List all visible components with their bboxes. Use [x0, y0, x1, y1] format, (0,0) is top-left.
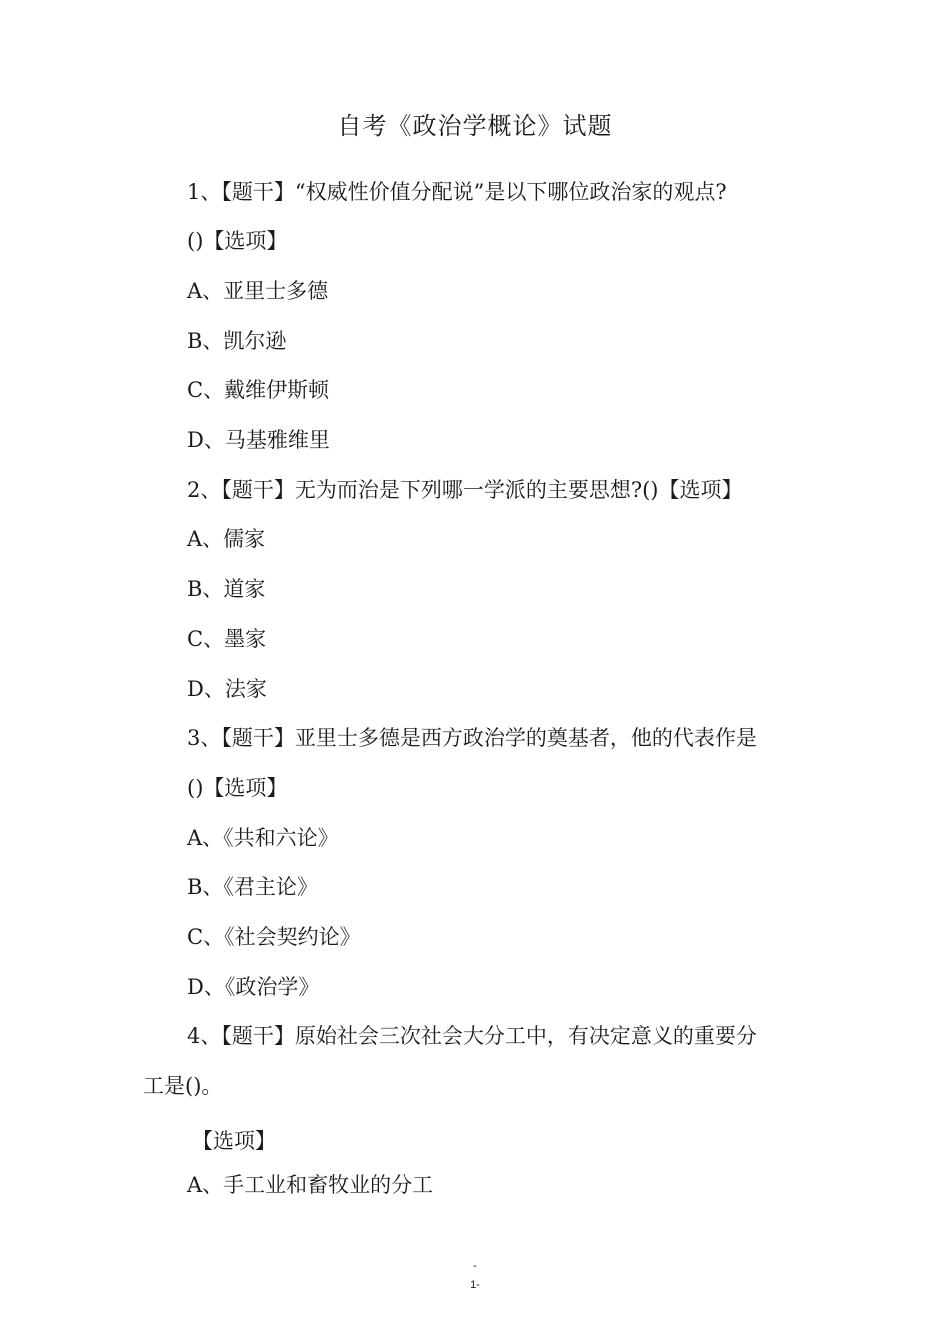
- question-1-stem: 1、【题干】“权威性价值分配说”是以下哪位政治家的观点?: [187, 180, 727, 204]
- question-3-options-label: ()【选项】: [187, 776, 288, 800]
- question-2-option-d: D、法家: [187, 677, 267, 701]
- question-3-option-a: A、《共和六论》: [187, 826, 339, 850]
- question-3-option-d: D、《政治学》: [187, 975, 320, 999]
- page-number: 1-: [470, 1279, 480, 1291]
- question-2-option-c: C、墨家: [187, 627, 267, 651]
- question-2-option-a: A、儒家: [187, 527, 266, 551]
- question-4-stem: 4、【题干】原始社会三次社会大分工中，有决定意义的重要分: [187, 1024, 757, 1048]
- question-1-option-a: A、亚里士多德: [187, 279, 329, 303]
- question-3-stem: 3、【题干】亚里士多德是西方政治学的奠基者，他的代表作是: [187, 726, 757, 750]
- question-1-option-d: D、马基雅维里: [187, 428, 330, 452]
- question-2-stem: 2、【题干】无为而治是下列哪一学派的主要思想?()【选项】: [187, 478, 743, 502]
- footer-dash: -: [473, 1260, 477, 1272]
- document-title: 自考《政治学概论》试题: [337, 112, 613, 140]
- question-2-option-b: B、道家: [187, 577, 266, 601]
- question-1-option-b: B、凯尔逊: [187, 329, 287, 353]
- question-3-option-b: B、《君主论》: [187, 875, 318, 899]
- question-1-option-c: C、戴维伊斯顿: [187, 378, 330, 402]
- question-3-option-c: C、《社会契约论》: [187, 925, 361, 949]
- question-4-stem-continued: 工是()。: [143, 1074, 223, 1098]
- question-4-option-a: A、手工业和畜牧业的分工: [187, 1173, 434, 1197]
- question-1-options-label: ()【选项】: [187, 229, 288, 253]
- question-4-options-label: 【选项】: [192, 1129, 276, 1153]
